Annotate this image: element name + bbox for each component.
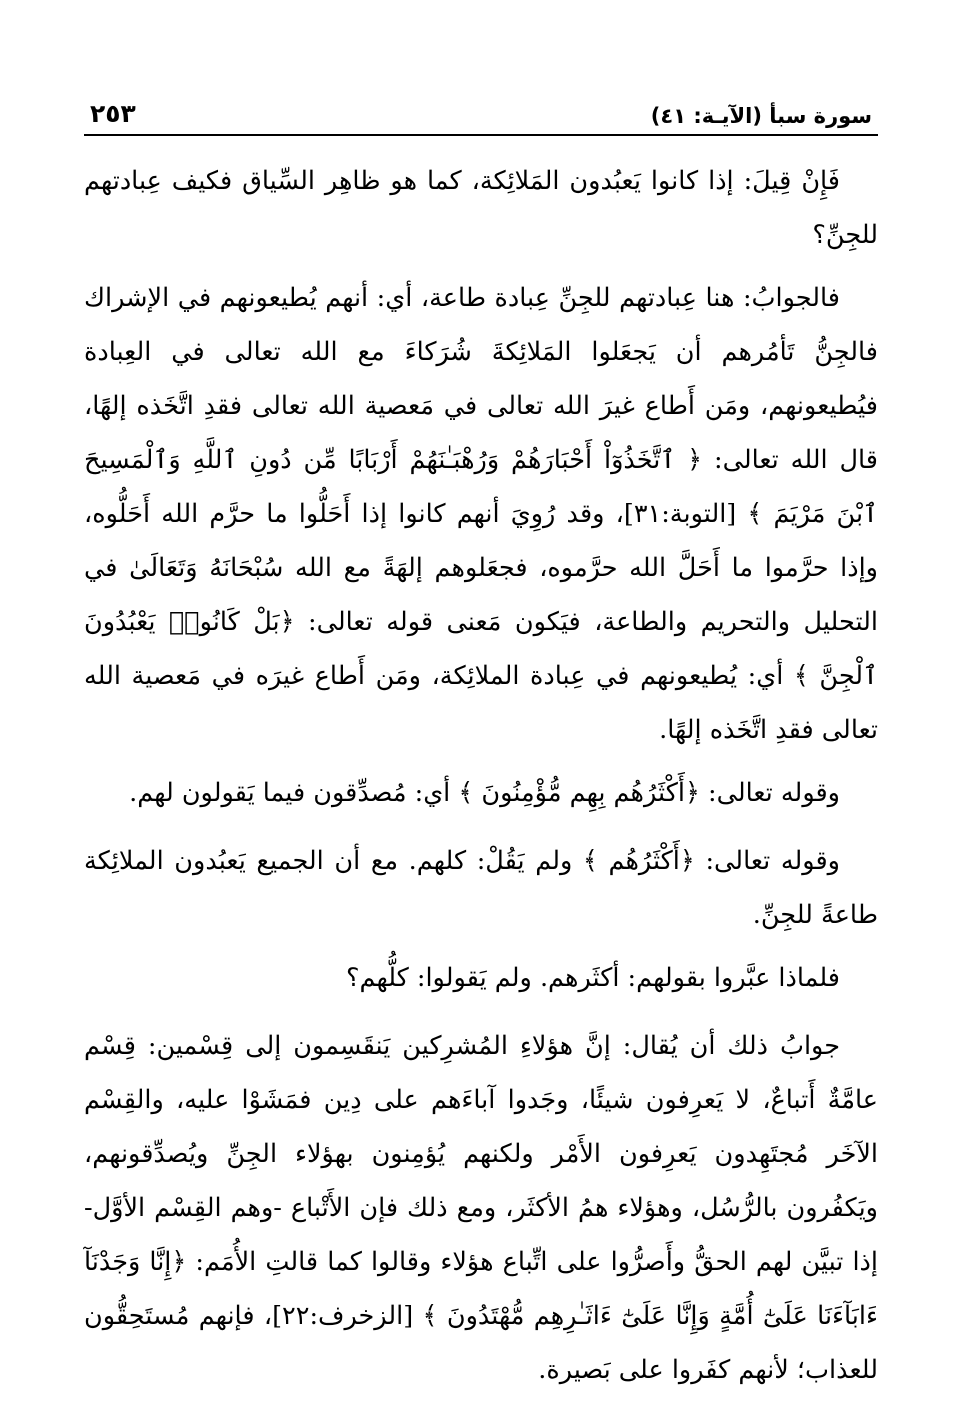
book-page bbox=[84, 86, 878, 1406]
paragraph-verse-believers: وقوله تعالى: ﴿أَكْثَرُهُم بِهِم مُّؤْمِنُونَ ﴾ أي: مُصدِّقون فيما يَقولون لهم. bbox=[129, 778, 840, 808]
paragraph-most-of-them: وقوله تعالى: ﴿أَكْثَرُهُم ﴾ ولم يَقُلْ: كلهم. مع أن الجميع يَعبُدون الملائِكة طاعةً للجِنِّ. bbox=[84, 846, 878, 930]
paragraph-answer: فالجوابُ: هنا عِبادتهم للجِنِّ عِبادة طاعة، أي: أنهم يُطيعونهم في الإشراك فالجِنُّ تَأمُرهم أن يَجعَلوا المَلائِكةَ شُرَكاءَ مع الله تعالى في العِبادة فيُطيعونهم، ومَن أَطاع غيرَ الله تعالى في مَعصية الله تعالى فقدِ اتَّخَذه إلهًا، قال الله تعالى: ﴿ ٱتَّخَذُوٓاْ أَحْبَارَهُمْ وَرُهْبَـٰنَهُمْ أَرْبَابًا مِّن دُونِ ٱللَّهِ وَٱلْمَسِيحَ ٱبْنَ مَرْيَمَ ﴾ [التوبة:٣١]، وقد رُوِيَ أنهم كانوا إذا أَحَلُّوا ما حرَّم الله أَحَلُّوه، وإذا حرَّموا ما أَحَلَّ الله حرَّموه، فجعَلوهم إلهَةً مع الله سُبْحَانَهُ وَتَعَالَىٰ في التحليل والتحريم والطاعة، فيَكون مَعنى قوله تعالى: ﴿بَلْ كَانُوا۟ يَعْبُدُونَ ٱلْجِنَّ ﴾ أي: يُطيعونهم في عِبادة الملائِكة، ومَن أَطاع غيرَه في مَعصية الله تعالى فقدِ اتَّخَذه إلهًا. bbox=[84, 283, 878, 745]
page-number: ٢٥٣ bbox=[90, 99, 136, 128]
page-header bbox=[84, 86, 878, 136]
paragraph-question: فَإِنْ قِيلَ: إذا كانوا يَعبُدون المَلائِكة، كما هو ظاهِر السِّياق فكيف عِبادتهم للجِنِّ؟ bbox=[84, 166, 878, 250]
surah-title: سورة سبأ (الآيـة: ٤١) bbox=[650, 104, 872, 128]
paragraph-final-answer: جوابُ ذلك أن يُقال: إنَّ هؤلاءِ المُشرِكين يَنقَسِمون إلى قِسْمين: قِسْم عامَّةٌ أَتباعٌ، لا يَعرِفون شيئًا، وجَدوا آباءَهم على دِين فمَشَوْا عليه، والقِسْم الآخَر مُجتَهِدون يَعرِفون الأَمْر ولكنهم يُؤمِنون بهؤلاء الجِنِّ ويُصدِّقونهم، ويَكفُرون بالرُّسُل، وهؤلاء همُ الأكثَر، ومع ذلك فإن الأَتْباع -وهم القِسْم الأوَّل- إذا تبيَّن لهم الحقُّ وأَصرُّوا على اتِّباع هؤلاء وقالوا كما قالتِ الأُمَم: ﴿إِنَّا وَجَدْنَآ ءَابَآءَنَا عَلَىٰٓ أُمَّةٍ وَإِنَّا عَلَىٰٓ ءَاثَـٰرِهِم مُّهْتَدُونَ ﴾ [الزخرف:٢٢]، فإنهم مُستَحِقُّون للعذاب؛ لأنهم كفَروا على بَصيرة. bbox=[84, 1031, 878, 1385]
page-body bbox=[84, 154, 878, 1397]
paragraph-why-question: فلماذا عبَّروا بقولهم: أكثَرهم. ولم يَقولوا: كلُّهم؟ bbox=[345, 963, 840, 993]
